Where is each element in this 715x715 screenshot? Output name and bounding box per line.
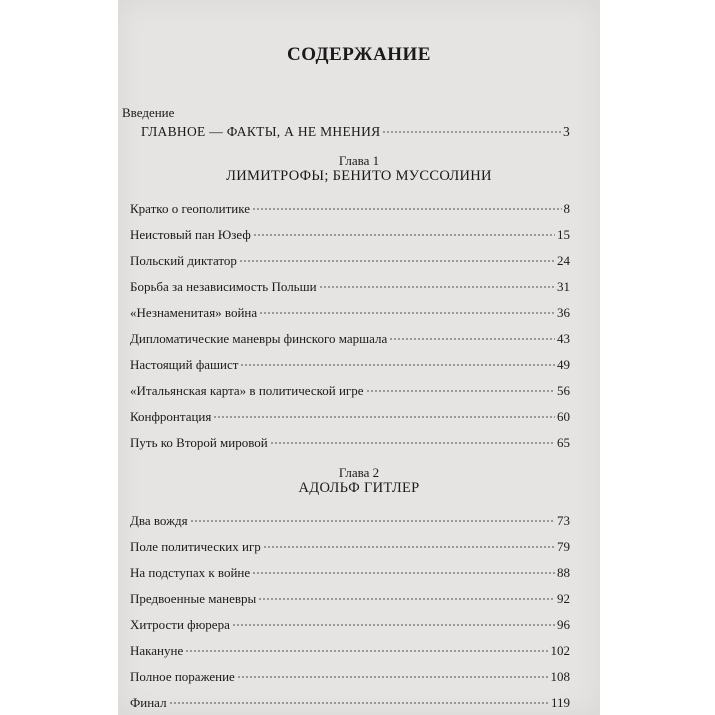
toc-entry: [130, 663, 570, 684]
chapter-number: Глава 2: [338, 465, 380, 480]
dot-leader: [382, 118, 561, 136]
toc-entry-title: Два вождя: [130, 513, 188, 528]
toc-entry-title: Борьба за независимость Польши: [130, 279, 317, 294]
dot-leader: [232, 611, 555, 629]
dot-leader: [169, 689, 549, 707]
toc-entry: [130, 195, 570, 216]
dot-leader: [258, 585, 555, 603]
dot-leader: [319, 273, 555, 291]
toc-entry-page: 102: [550, 643, 570, 658]
toc-entry-page: 56: [557, 383, 570, 398]
intro-label: Введение: [122, 105, 175, 120]
dot-leader: [259, 299, 555, 317]
dot-leader: [263, 533, 555, 551]
dot-leader: [185, 637, 548, 655]
toc-entry-page: 15: [557, 227, 570, 242]
toc-entry: [130, 273, 570, 294]
toc-entry-page: 92: [557, 591, 570, 606]
dot-leader: [270, 429, 555, 447]
dot-leader: [237, 663, 549, 681]
toc-entry: [130, 325, 570, 346]
toc-entry-page: 79: [557, 539, 570, 554]
dot-leader: [190, 507, 555, 525]
toc-entry-title: Поле политических игр: [130, 539, 261, 554]
toc-entry-page: 49: [557, 357, 570, 372]
toc-entry-page: 43: [557, 331, 570, 346]
toc-entry-title: «Итальянская карта» в политической игре: [130, 383, 364, 398]
toc-entry: [130, 299, 570, 320]
chapter-number: Глава 1: [338, 153, 380, 168]
toc-entry-page: 88: [557, 565, 570, 580]
dot-leader: [252, 559, 555, 577]
toc-entry-title: Польский диктатор: [130, 253, 237, 268]
dot-leader: [366, 377, 555, 395]
toc-entry-title: Неистовый пан Юзеф: [130, 227, 251, 242]
toc-entry: [130, 559, 570, 580]
toc-entry: [130, 689, 570, 710]
toc-entry-title: Настоящий фашист: [130, 357, 239, 372]
toc-entry-title: Дипломатические маневры финского маршала: [130, 331, 388, 346]
page-title: СОДЕРЖАНИЕ: [287, 44, 431, 65]
toc-entry-page: 65: [557, 435, 570, 450]
toc-entry-page: 3: [562, 124, 570, 139]
toc-entry-page: 36: [557, 305, 570, 320]
chapter-title: АДОЛЬФ ГИТЛЕР: [298, 480, 420, 496]
toc-entry-title: На подступах к войне: [130, 565, 251, 580]
toc-entry-page: 8: [563, 201, 570, 216]
toc-entry-title: «Незнаменитая» война: [130, 305, 258, 320]
toc-entry-page: 119: [550, 695, 570, 710]
toc-entry-title: Финал: [130, 695, 167, 710]
toc-entry: [130, 637, 570, 658]
toc-entry-page: 73: [557, 513, 570, 528]
toc-entry: [130, 429, 570, 450]
dot-leader: [253, 221, 555, 239]
toc-entry-title: ГЛАВНОЕ — ФАКТЫ, А НЕ МНЕНИЯ: [141, 124, 381, 139]
toc-entry: [130, 403, 570, 424]
toc-entry-title: Накануне: [130, 643, 184, 658]
toc-entry-page: 60: [557, 409, 570, 424]
dot-leader: [389, 325, 555, 343]
toc-entry-page: 24: [557, 253, 570, 268]
dot-leader: [213, 403, 555, 421]
toc-entry: [130, 507, 570, 528]
toc-entry: [130, 533, 570, 554]
toc-entry-title: Предвоенные маневры: [130, 591, 257, 606]
toc-entry-title: Кратко о геополитике: [130, 201, 251, 216]
toc-entry: [130, 611, 570, 632]
toc-entry-page: 96: [557, 617, 570, 632]
toc-entry-page: 31: [557, 279, 570, 294]
toc-entry-page: 108: [550, 669, 570, 684]
toc-entry-intro: [141, 118, 570, 139]
toc-entry: [130, 585, 570, 606]
dot-leader: [240, 351, 555, 369]
toc-entry-title: Хитрости фюрера: [130, 617, 230, 632]
toc-entry: [130, 247, 570, 268]
dot-leader: [239, 247, 555, 265]
toc-entry: [130, 377, 570, 398]
toc-entry-title: Путь ко Второй мировой: [130, 435, 268, 450]
toc-entry-title: Конфронтация: [130, 409, 212, 424]
dot-leader: [252, 195, 561, 213]
toc-entry: [130, 221, 570, 242]
toc-entry-title: Полное поражение: [130, 669, 235, 684]
toc-entry: [130, 351, 570, 372]
chapter-title: ЛИМИТРОФЫ; БЕНИТО МУССОЛИНИ: [226, 168, 492, 184]
